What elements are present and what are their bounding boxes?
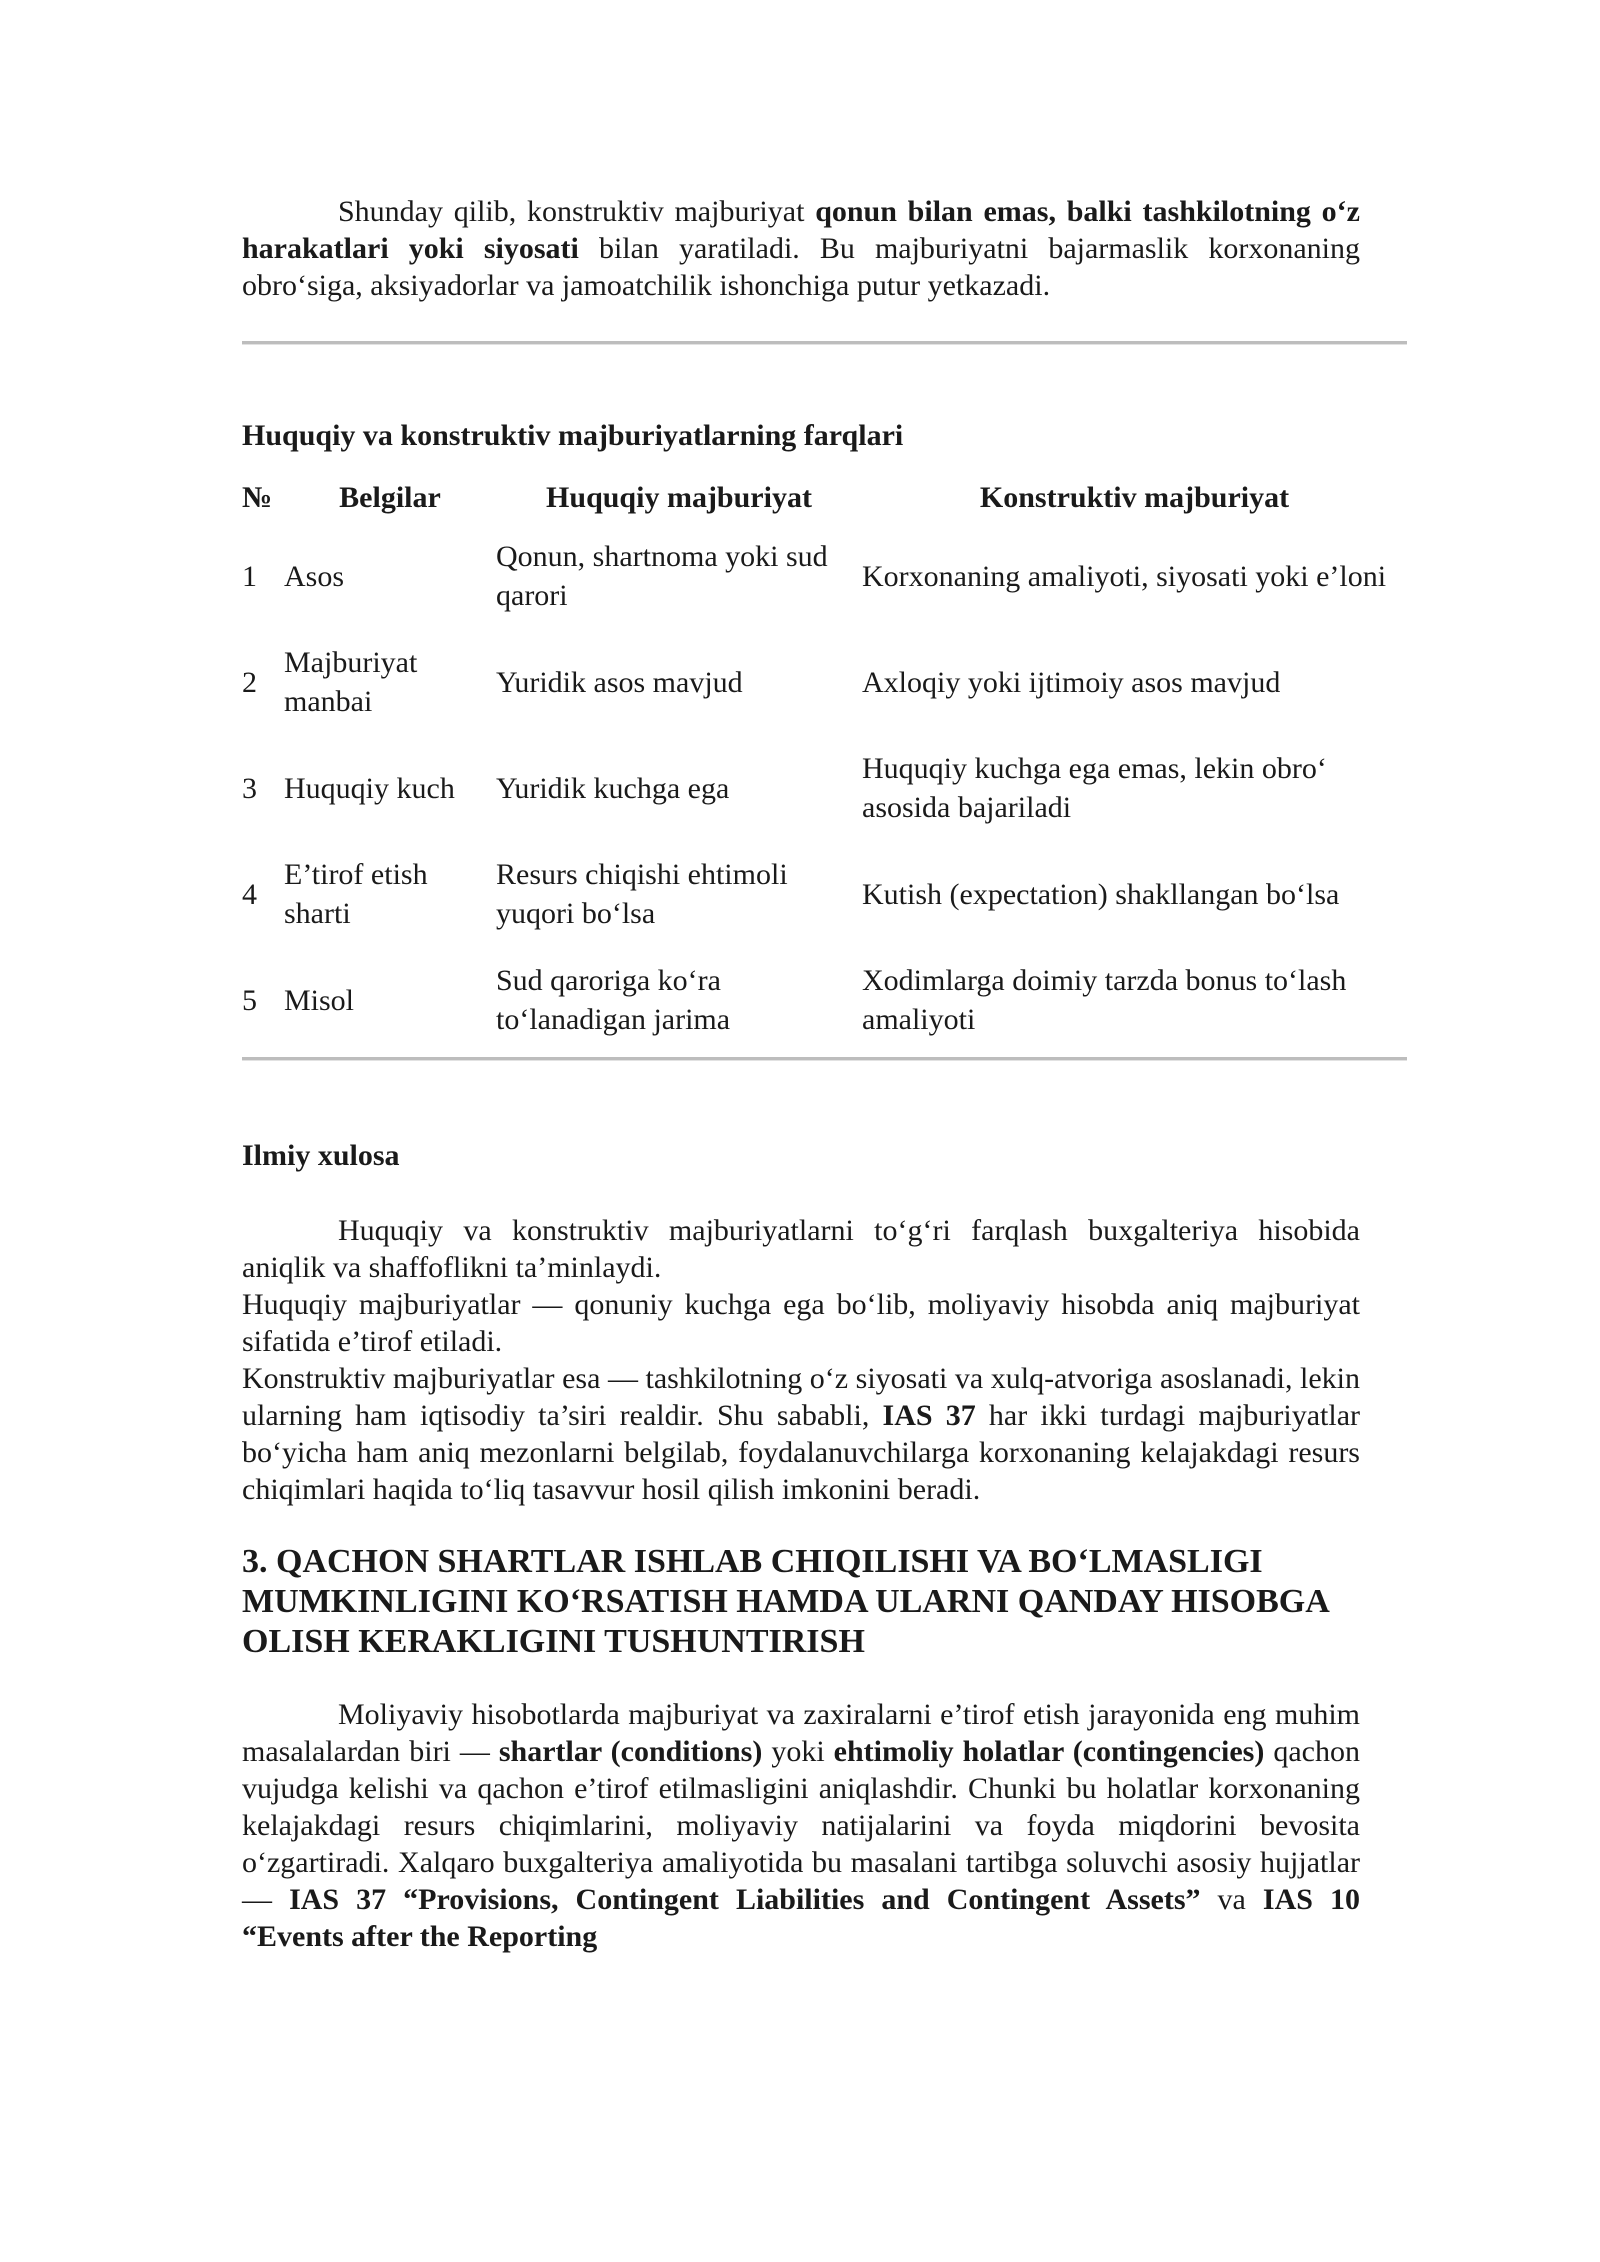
section3-bold-ias10: IAS 10 “Events after the Reporting bbox=[242, 1883, 1360, 1953]
cell-number: 1 bbox=[242, 559, 257, 593]
cell-legal: Yuridik kuchga ega bbox=[496, 771, 730, 805]
header-number: № bbox=[242, 480, 273, 514]
cell-feature: Huquqiy kuch bbox=[284, 771, 455, 805]
cell-number: 3 bbox=[242, 771, 257, 805]
header-features: Belgilar bbox=[339, 480, 441, 514]
conclusion-bold-ias37: IAS 37 bbox=[882, 1399, 976, 1432]
page-content bbox=[242, 193, 1387, 1955]
cell-feature: E’tirof etish sharti bbox=[284, 858, 428, 930]
header-constructive: Konstruktiv majburiyat bbox=[979, 480, 1290, 514]
conclusion-paragraph-1: Huquqiy va konstruktiv majburiyatlarni to‘g‘ri farqlash buxgalteriya hisobida aniqlik va shaffoflikni ta’minlaydi. bbox=[242, 1214, 1360, 1284]
section-3-paragraph bbox=[242, 1696, 1360, 1955]
cell-constructive: Huquqiy kuchga ega emas, lekin obro‘ asosida bajariladi bbox=[862, 752, 1327, 824]
cell-constructive: Xodimlarga doimiy tarzda bonus to‘lash amaliyoti bbox=[862, 964, 1347, 1036]
cell-legal: Yuridik asos mavjud bbox=[496, 665, 743, 699]
conclusion-paragraph-3 bbox=[242, 1360, 1360, 1508]
cell-number: 5 bbox=[242, 983, 257, 1017]
intro-text-2: bilan yaratiladi. Bu majburiyatni bajarmaslik korxonaning obro‘siga, aksiyadorlar va jamoatchilik ishonchiga putur yetkazadi. bbox=[242, 232, 1360, 302]
section3-text-e: qachon vujudga kelishi va qachon e’tirof etilmasligini aniqlashdir. Chunki bu holatlar korxonaning kelajakdagi resurs chiqimlarini, moliyaviy natijalarini va foyda miqdorini bevosita o‘zgartiradi. Xalqaro buxgalteriya amaliyotida bu masalani tartibga soluvchi asosiy hujjatlar — bbox=[242, 1735, 1360, 1916]
section3-text-a: Moliyaviy hisobotlarda majburiyat va zaxiralarni e’tirof etish jarayonida eng muhim masalalardan biri — bbox=[242, 1698, 1360, 1768]
cell-number: 2 bbox=[242, 665, 257, 699]
table-row bbox=[242, 947, 1407, 1053]
cell-feature: Asos bbox=[284, 559, 345, 593]
intro-bold-text: qonun bilan emas, balki tashkilotning o‘z harakatlari yoki siyosati bbox=[242, 195, 1360, 265]
comparison-table bbox=[242, 471, 1407, 1053]
table-heading: Huquqiy va konstruktiv majburiyatlarning farqlari bbox=[242, 419, 904, 452]
table-row bbox=[242, 629, 1407, 735]
intro-text-1: Shunday qilib, konstruktiv majburiyat bbox=[338, 195, 816, 228]
cell-constructive: Axloqiy yoki ijtimoiy asos mavjud bbox=[862, 665, 1281, 699]
section3-bold-contingencies: ehtimoliy holatlar (contingencies) bbox=[833, 1735, 1265, 1768]
cell-legal: Resurs chiqishi ehtimoli yuqori bo‘lsa bbox=[496, 858, 788, 930]
section3-text-g: va bbox=[1200, 1883, 1263, 1916]
section-3-heading: 3. QACHON SHARTLAR ISHLAB CHIQILISHI VA BO‘LMASLIGI MUMKINLIGINI KO‘RSATISH HAMDA ULARNI QANDAY HISOBGA OLISH KERAKLIGINI TUSHUNTIRISH bbox=[242, 1543, 1328, 1660]
cell-feature: Misol bbox=[284, 983, 355, 1017]
section3-bold-conditions: shartlar (conditions) bbox=[498, 1735, 763, 1768]
section3-bold-ias37: IAS 37 “Provisions, Contingent Liabilities and Contingent Assets” bbox=[289, 1883, 1201, 1916]
cell-constructive: Kutish (expectation) shakllangan bo‘lsa bbox=[862, 877, 1340, 911]
cell-legal: Sud qaroriga ko‘ra to‘lanadigan jarima bbox=[496, 964, 731, 1036]
section3-text-c: yoki bbox=[762, 1735, 834, 1768]
cell-constructive: Korxonaning amaliyoti, siyosati yoki e’loni bbox=[862, 559, 1387, 593]
cell-number: 4 bbox=[242, 877, 257, 911]
horizontal-rule-top bbox=[242, 341, 1407, 345]
conclusion-paragraph-2: Huquqiy majburiyatlar — qonuniy kuchga ega bo‘lib, moliyaviy hisobda aniq majburiyat sifatida e’tirof etiladi. bbox=[242, 1288, 1360, 1358]
intro-paragraph bbox=[242, 193, 1360, 304]
conclusion-text-2: har ikki turdagi majburiyatlar bo‘yicha ham aniq mezonlarni belgilab, foydalanuvchilarga korxonaning kelajakdagi resurs chiqimlari haqida to‘liq tasavvur hosil qilish imkonini beradi. bbox=[242, 1399, 1361, 1506]
conclusion-heading: Ilmiy xulosa bbox=[242, 1139, 400, 1172]
cell-feature: Majburiyat manbai bbox=[284, 646, 418, 718]
table-row bbox=[242, 523, 1407, 629]
table-row bbox=[242, 841, 1407, 947]
table-header-row bbox=[242, 471, 1407, 523]
cell-legal: Qonun, shartnoma yoki sud qarori bbox=[496, 540, 828, 612]
header-legal: Huquqiy majburiyat bbox=[546, 480, 812, 514]
conclusion-text-1: Konstruktiv majburiyatlar esa — tashkilotning o‘z siyosati va xulq-atvoriga asoslanadi, lekin ularning ham iqtisodiy ta’siri realdir. Shu sababli, bbox=[242, 1362, 1360, 1432]
table-row bbox=[242, 735, 1407, 841]
horizontal-rule-bottom bbox=[242, 1057, 1407, 1061]
